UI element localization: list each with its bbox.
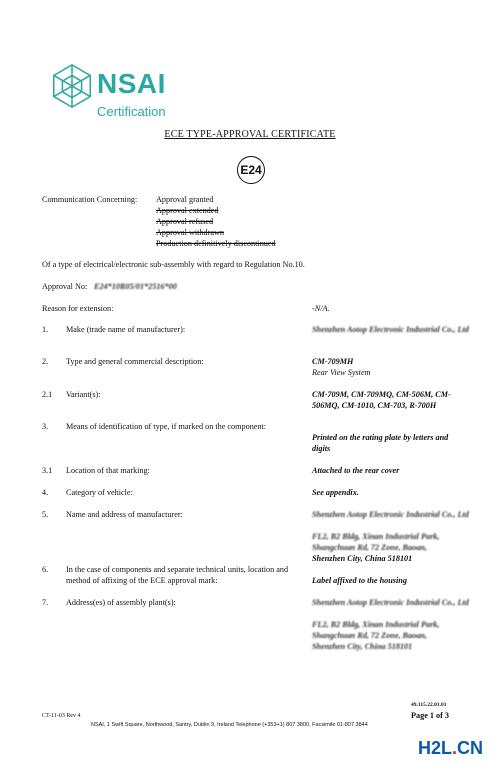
manufacturer-city-value: Shenzhen City, China 518101 [312, 554, 413, 563]
item-number: 1. [42, 325, 49, 334]
assembly-plant-name-value: Shenzhen Aotop Electronic Industrial Co., Ltd [312, 598, 469, 607]
variants-value: CM-709M, CM-709MQ, CM-506M, CM-506MQ, CM-1010, CM-703, R-700H [312, 390, 451, 410]
manufacturer-address-value: FL2, B2 Bldg, Xinan Industrial Park, Shangchuan Rd, 72 Zone, Baoan, [312, 532, 440, 552]
manufacturer-address-label: Name and address of manufacturer: [66, 510, 183, 519]
e-mark-badge: E24 [237, 156, 265, 184]
intro-text: Of a type of electrical/electronic sub-assembly with regard to Regulation No.10. [42, 260, 305, 269]
marking-location-label: Location of that marking: [66, 466, 150, 475]
reason-value: -N/A. [312, 304, 330, 313]
make-label: Make (trade name of manufacturer): [66, 325, 186, 334]
item-number: 2. [42, 357, 49, 366]
item-number: 2.1 [42, 390, 53, 399]
type-description: Rear View System [312, 368, 371, 377]
option-production-discontinued: Production definitively discontinued [156, 239, 276, 248]
item-number: 5. [42, 510, 49, 519]
type-label: Type and general commercial description: [66, 357, 204, 366]
vehicle-category-value: See appendix. [312, 488, 359, 497]
logo-subtitle: Certification [97, 104, 166, 119]
footer-address: NSAI, 1 Swift Square, Northwood, Santry, Dublin 9, Ireland Telephone (+353+1) 807 3800, Facsimile 01-807 3844 [91, 722, 368, 728]
approval-no-value: E24*10R05/01*2516*00 [94, 282, 177, 291]
manufacturer-name-value: Shenzhen Aotop Electronic Industrial Co., Ltd [312, 510, 469, 519]
nsai-logo-icon [48, 62, 96, 110]
item-number: 7. [42, 598, 49, 607]
approval-mark-value: Label affixed to the housing [312, 576, 407, 585]
site-watermark: H2L.CN [418, 738, 484, 758]
option-approval-withdrawn: Approval withdrawn [156, 228, 224, 237]
page-title: ECE TYPE-APPROVAL CERTIFICATE [164, 129, 336, 140]
identification-value: Printed on the rating plate by letters and digits [312, 433, 449, 453]
assembly-plant-city-value: Shenzhen City, China 518101 [312, 642, 413, 651]
option-approval-refused: Approval refused [156, 217, 214, 226]
item-number: 4. [42, 488, 49, 497]
item-number: 3. [42, 422, 49, 431]
approval-no-label: Approval No: [42, 282, 88, 291]
marking-location-value: Attached to the rear cover [312, 466, 400, 475]
approval-mark-label: In the case of components and separate technical units, location and method of affixing of the ECE approval mark: [66, 565, 289, 585]
option-approval-granted: Approval granted [156, 195, 214, 204]
option-approval-extended: Approval extended [156, 206, 219, 215]
communication-label: Communication Concerning: [42, 195, 138, 204]
document-reference: 49.115.22.01.01 [411, 702, 447, 708]
assembly-plant-address-value: FL2, B2 Bldg, Xinan Industrial Park, Shangchuan Rd, 72 Zone, Baoan, [312, 620, 440, 640]
logo-wordmark: NSAI [97, 68, 166, 99]
reason-label: Reason for extension: [42, 304, 114, 313]
variants-label: Variant(s): [66, 390, 101, 399]
page-number: Page 1 of 3 [411, 711, 449, 720]
form-revision: CT-11-03 Rev 4 [42, 713, 81, 719]
make-value: Shenzhen Aotop Electronic Industrial Co., Ltd [312, 325, 469, 334]
identification-label: Means of identification of type, if marked on the component: [66, 422, 267, 431]
type-value: CM-709MH [312, 357, 354, 366]
vehicle-category-label: Category of vehicle: [66, 488, 133, 497]
assembly-plant-label: Address(es) of assembly plant(s): [66, 598, 176, 607]
item-number: 3.1 [42, 466, 53, 475]
item-number: 6. [42, 565, 49, 574]
